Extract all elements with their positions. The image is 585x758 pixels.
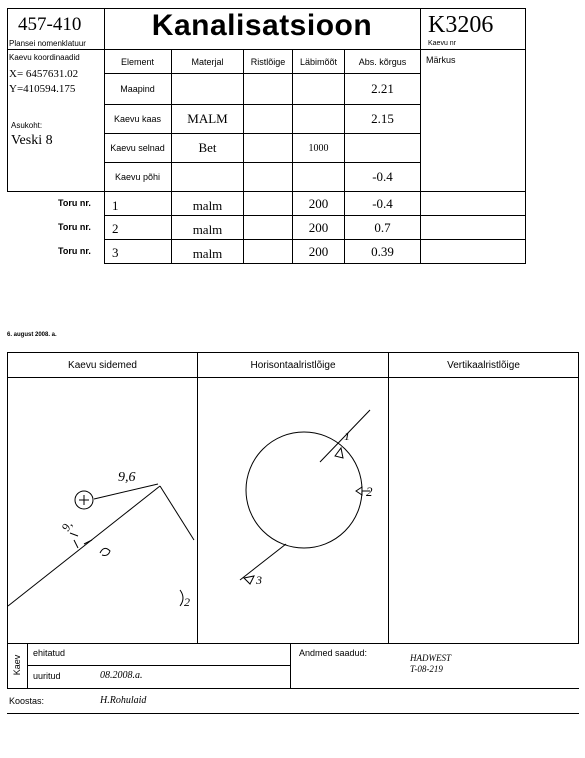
row-abs-height: 2.15 bbox=[371, 111, 394, 126]
built-label: ehitatud bbox=[33, 648, 66, 658]
surveyed-label: uuritud bbox=[33, 671, 61, 681]
panel-vertical-title: Vertikaalristlõige bbox=[447, 359, 520, 371]
author-label: Koostas: bbox=[9, 696, 45, 706]
pipe-material: malm bbox=[192, 246, 223, 261]
col-element: Element bbox=[120, 56, 155, 67]
nomenclature-value: 457-410 bbox=[18, 14, 82, 35]
col-abs-height: Abs. kõrgus bbox=[358, 56, 407, 67]
pipe-abs-height: 0.7 bbox=[374, 219, 391, 235]
panel-connections-title: Kaevu sidemed bbox=[68, 359, 137, 371]
row-element: Maapind bbox=[120, 84, 155, 94]
pipe-diameter: 200 bbox=[308, 219, 329, 235]
pipe-label: Toru nr. bbox=[58, 246, 91, 256]
horizontal-sketch bbox=[198, 378, 388, 643]
row-element: Kaevu põhi bbox=[114, 172, 161, 182]
panel-horizontal-title: Horisontaalristlõige bbox=[250, 359, 336, 371]
data-source-label: Andmed saadud: bbox=[299, 648, 368, 658]
pipe-diameter: 200 bbox=[308, 195, 329, 211]
coords-label: Kaevu koordinaadid bbox=[9, 53, 80, 62]
col-remarks: Märkus bbox=[426, 55, 456, 65]
row-diameter: 1000 bbox=[308, 142, 329, 154]
author-value: H.Rohulaid bbox=[100, 695, 147, 706]
nomenclature-label: Plansei nomenklatuur bbox=[9, 39, 86, 48]
pipe-label: Toru nr. bbox=[58, 198, 91, 208]
pipe-abs-height: -0.4 bbox=[372, 195, 393, 211]
col-diameter: Läbimõõt bbox=[299, 56, 338, 67]
page-title: Kanalisatsioon bbox=[151, 9, 373, 42]
pipe-abs-height: 0.39 bbox=[371, 243, 394, 259]
location-value: Veski 8 bbox=[11, 133, 53, 148]
connections-sketch bbox=[8, 378, 197, 643]
row-material: MALM bbox=[187, 111, 228, 126]
well-number-label: Kaevu nr bbox=[428, 40, 457, 47]
row-element: Kaevu kaas bbox=[113, 114, 162, 124]
pipe-num-1-label: 1 bbox=[344, 429, 350, 443]
well-number: K3206 bbox=[428, 12, 494, 38]
row-material: Bet bbox=[198, 140, 217, 155]
pipe-number: 3 bbox=[112, 245, 119, 260]
pipe-number: 1 bbox=[112, 198, 119, 213]
col-material: Materjal bbox=[191, 56, 224, 67]
row-abs-height: 2.21 bbox=[371, 81, 394, 96]
pipe-label: Toru nr. bbox=[58, 222, 91, 232]
surveyed-value: 08.2008.a. bbox=[100, 670, 143, 681]
location-label: Asukoht: bbox=[11, 121, 43, 130]
pipe-material: malm bbox=[192, 198, 223, 213]
sketch-side-num: 2 bbox=[184, 595, 190, 609]
pipe-material: malm bbox=[192, 222, 223, 237]
data-source-line2: T-08-219 bbox=[410, 664, 443, 674]
kaev-label: Kaev bbox=[12, 654, 22, 676]
pipe-num-2-label: 2 bbox=[366, 484, 373, 499]
date-note: 6. august 2008. a. bbox=[7, 332, 57, 338]
sketch-dist-label: 9,6 bbox=[118, 470, 136, 485]
pipe-diameter: 200 bbox=[308, 243, 329, 259]
pipe-num-3-label: 3 bbox=[256, 573, 262, 587]
row-element: Kaevu selnad bbox=[110, 143, 165, 153]
row-abs-height: -0.4 bbox=[372, 169, 393, 184]
sketch-lower-label: 9, bbox=[58, 518, 76, 534]
pipe-number: 2 bbox=[112, 221, 119, 236]
coord-y: Y=410594.175 bbox=[9, 83, 76, 95]
col-cross-section: Ristlõige bbox=[250, 56, 286, 67]
coord-x: X= 6457631.02 bbox=[9, 68, 79, 80]
data-source-line1: HADWEST bbox=[410, 653, 451, 663]
